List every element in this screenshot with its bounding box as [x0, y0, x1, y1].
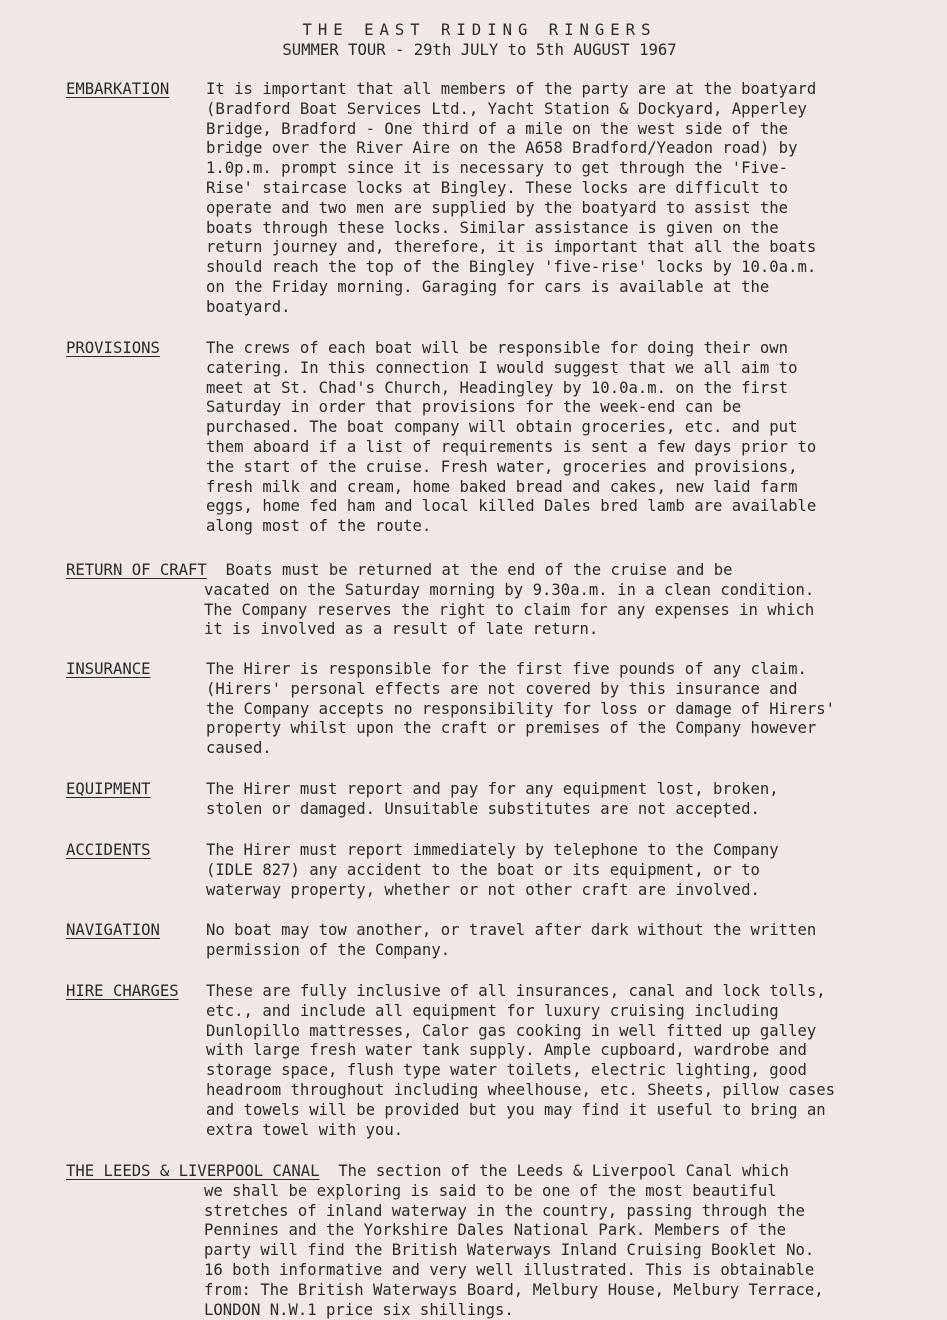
section-body-embarkation: It is important that all members of the party are at the boatyard (Bradford Boat Services Ltd., Yacht Station & Dockyard, Apperley Bridge, Bradford - One third of a mile on the west side of the bridge over the River Aire on the A658 Bradford/Yeadon road) by 1.0p.m. prompt since it is necessary to get through the 'Five- Rise' staircase locks at Bingley. These locks are difficult to operate and two men are supplied by the boatyard to assist the boats through these locks. Similar assistance is given on the return journey and, therefore, it is important that all the boats should reach the top of the Bingley 'five-rise' locks by 10.0a.m. on the Friday morning. Garaging for cars is available at the boatyard. — [206, 80, 817, 316]
section-heading-accidents: ACCIDENTS — [66, 841, 151, 859]
section-body-provisions: The crews of each boat will be responsible for doing their own catering. In this connection I would suggest that we all aim to meet at St. Chad's Church, Headingley by 10.0a.m. on the first Saturday in order that provisions for the week-end can be purchased. The boat company will obtain groceries, etc. and put them aboard if a list of requirements is sent a few days prior to the start of the cruise. Fresh water, groceries and provisions, fresh milk and cream, home baked bread and cakes, new laid farm eggs, home fed ham and local killed Dales bred lamb are available along most of the route. — [206, 339, 817, 536]
document-title: THE EAST RIDING RINGERS — [302, 21, 657, 39]
section-heading-navigation: NAVIGATION — [66, 921, 160, 939]
section-return-of-craft — [66, 561, 926, 640]
section-heading-leeds-liverpool: THE LEEDS & LIVERPOOL CANAL — [66, 1162, 320, 1180]
section-leeds-liverpool-canal — [66, 1162, 926, 1320]
section-body-return-of-craft: vacated on the Saturday morning by 9.30a.m. in a clean condition. The Company reserves the right to claim for any expenses in which it is involved as a result of late return. — [204, 580, 815, 639]
section-body-accidents: The Hirer must report immediately by telephone to the Company (IDLE 827) any accident to the boat or its equipment, or to waterway property, whether or not other craft are involved. — [206, 841, 779, 899]
section-heading-return-of-craft: RETURN OF CRAFT — [66, 561, 207, 579]
section-lead-text-leeds-liverpool: The section of the Leeds & Liverpool Canal which — [338, 1162, 789, 1180]
section-body-insurance: The Hirer is responsible for the first five pounds of any claim. (Hirers' personal effects are not covered by this insurance and the Company accepts no responsibility for loss or damage of Hirers' property whilst upon the craft or premises of the Company however caused. — [206, 660, 836, 758]
section-heading-embarkation: EMBARKATION — [66, 80, 170, 98]
section-heading-provisions: PROVISIONS — [66, 339, 160, 357]
section-body-leeds-liverpool: we shall be exploring is said to be one of the most beautiful stretches of inland waterway in the country, passing through the Pennines and the Yorkshire Dales National Park. Members of the party will find the British Waterways Inland Cruising Booklet No. 16 both informative and very well illustrated. This is obtainable from: The British Waterways Board, Melbury House, Melbury Terrace, LONDON N.W.1 price six shillings. — [204, 1181, 824, 1319]
section-body-navigation: No boat may tow another, or travel after dark without the written permission of the Company. — [206, 921, 817, 959]
section-heading-hire-charges: HIRE CHARGES — [66, 982, 179, 1000]
section-lead-text-return-of-craft: Boats must be returned at the end of the cruise and be — [225, 561, 733, 579]
section-first-line-return-of-craft — [66, 561, 926, 581]
section-body-equipment: The Hirer must report and pay for any equipment lost, broken, stolen or damaged. Unsuitable substitutes are not accepted. — [206, 780, 779, 818]
section-heading-equipment: EQUIPMENT — [66, 780, 151, 798]
document-subtitle: SUMMER TOUR - 29th JULY to 5th AUGUST 1967 — [282, 41, 677, 59]
section-body-hire-charges: These are fully inclusive of all insurances, canal and lock tolls, etc., and include all equipment for luxury cruising including Dunlopillo mattresses, Calor gas cooking in well fitted up galley with large fresh water tank supply. Ample cupboard, wardrobe and storage space, flush type water toilets, electric lighting, good headroom throughout including wheelhouse, etc. Sheets, pillow cases and towels will be provided but you may find it useful to bring an extra towel with you. — [206, 982, 836, 1139]
section-heading-insurance: INSURANCE — [66, 660, 151, 678]
document-header — [0, 20, 947, 60]
section-first-line-leeds-liverpool — [66, 1162, 926, 1182]
